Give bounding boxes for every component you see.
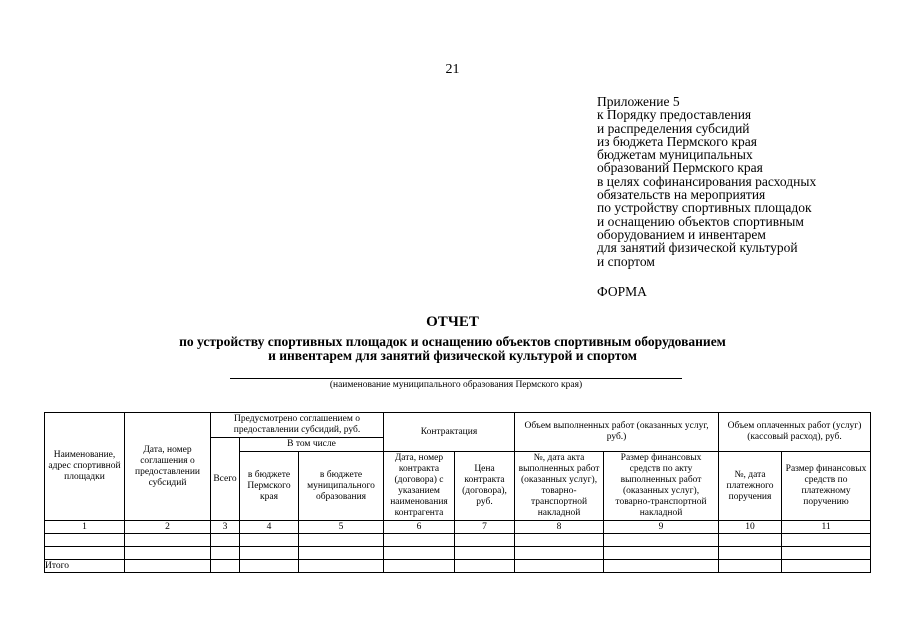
appendix-line: и оснащению объектов спортивным <box>597 213 804 229</box>
group-header-provided: Предусмотрено соглашением о предоставлении субсидий, руб. <box>211 413 384 438</box>
empty-cell <box>719 560 782 573</box>
col-header-act-number: №, дата акта выполненных работ (оказанных услуг), товарно-транспортной накладной <box>515 452 604 521</box>
empty-cell <box>299 547 384 560</box>
column-number: 3 <box>211 521 240 534</box>
appendix-line: обязательств на мероприятия <box>597 187 766 203</box>
empty-cell <box>455 534 515 547</box>
empty-cell <box>384 547 455 560</box>
column-number: 11 <box>782 521 871 534</box>
subtitle-line-1: по устройству спортивных площадок и оснащению объектов спортивным оборудованием <box>179 334 726 349</box>
col-header-agreement: Дата, номер соглашения о предоставлении субсидий <box>125 413 211 521</box>
empty-cell <box>45 547 125 560</box>
empty-cell <box>719 547 782 560</box>
report-title: ОТЧЕТ <box>426 314 479 330</box>
empty-cell <box>45 534 125 547</box>
empty-cell <box>125 547 211 560</box>
col-header-name: Наименование, адрес спортивной площадки <box>45 413 125 521</box>
empty-cell <box>125 534 211 547</box>
form-label: ФОРМА <box>597 284 647 299</box>
appendix-line: по устройству спортивных площадок <box>597 200 812 216</box>
empty-row <box>45 547 871 560</box>
empty-cell <box>515 534 604 547</box>
column-number: 1 <box>45 521 125 534</box>
empty-cell <box>240 534 299 547</box>
column-number: 8 <box>515 521 604 534</box>
municipality-caption: (наименование муниципального образования Пермского края) <box>329 380 583 390</box>
empty-cell <box>125 560 211 573</box>
empty-cell <box>455 547 515 560</box>
empty-cell <box>384 534 455 547</box>
header-row-1 <box>45 413 871 438</box>
subtitle-line-2: и инвентарем для занятий физической культурой и спортом <box>268 348 637 363</box>
total-label: Итого <box>45 560 125 573</box>
column-number: 10 <box>719 521 782 534</box>
column-number: 9 <box>604 521 719 534</box>
empty-cell <box>240 560 299 573</box>
appendix-line: в целях софинансирования расходных <box>597 173 817 189</box>
appendix-line: и распределения субсидий <box>597 120 750 136</box>
column-number: 2 <box>125 521 211 534</box>
appendix-line: бюджетам муниципальных <box>597 147 753 163</box>
empty-cell <box>299 560 384 573</box>
empty-cell <box>211 560 240 573</box>
empty-cell <box>782 547 871 560</box>
municipality-blank-line <box>230 378 682 379</box>
col-header-payment-order: №, дата платежного поручения <box>719 452 782 521</box>
column-number: 7 <box>455 521 515 534</box>
column-number: 4 <box>240 521 299 534</box>
column-number: 6 <box>384 521 455 534</box>
appendix-line: образований Пермского края <box>597 160 763 176</box>
empty-row <box>45 534 871 547</box>
empty-cell <box>455 560 515 573</box>
col-header-payment-amount: Размер финансовых средств по платежному поручению <box>782 452 871 521</box>
empty-cell <box>782 560 871 573</box>
col-header-total: Всего <box>211 438 240 521</box>
empty-cell <box>604 560 719 573</box>
col-header-municipal-budget: в бюджете муниципального образования <box>299 452 384 521</box>
appendix-line: из бюджета Пермского края <box>597 133 757 149</box>
appendix-line: оборудованием и инвентарем <box>597 226 766 242</box>
total-row <box>45 560 871 573</box>
empty-cell <box>604 534 719 547</box>
col-header-contract-date: Дата, номер контракта (договора) с указанием наименования контрагента <box>384 452 455 521</box>
empty-cell <box>782 534 871 547</box>
appendix-block <box>597 95 897 268</box>
column-number: 5 <box>299 521 384 534</box>
group-header-contracting: Контрактация <box>384 413 515 452</box>
empty-cell <box>240 547 299 560</box>
empty-cell <box>515 547 604 560</box>
col-header-act-amount: Размер финансовых средств по акту выполненных работ (оказанных услуг), товарно-транспортной накладной <box>604 452 719 521</box>
group-header-including: В том числе <box>240 438 384 452</box>
empty-cell <box>211 547 240 560</box>
col-header-regional-budget: в бюджете Пермского края <box>240 452 299 521</box>
group-header-completed: Объем выполненных работ (оказанных услуг, руб.) <box>515 413 719 452</box>
appendix-line: для занятий физической культурой <box>597 240 798 256</box>
col-header-contract-price: Цена контракта (договора), руб. <box>455 452 515 521</box>
appendix-line: и спортом <box>597 253 655 269</box>
report-subtitle <box>0 335 905 363</box>
empty-cell <box>515 560 604 573</box>
page-number: 21 <box>445 62 460 77</box>
empty-cell <box>299 534 384 547</box>
empty-cell <box>211 534 240 547</box>
empty-cell <box>384 560 455 573</box>
appendix-line: к Порядку предоставления <box>597 107 752 123</box>
empty-cell <box>604 547 719 560</box>
column-numbers-row <box>45 521 871 534</box>
empty-cell <box>719 534 782 547</box>
report-table <box>44 412 871 573</box>
appendix-line: Приложение 5 <box>597 94 680 109</box>
group-header-paid: Объем оплаченных работ (услуг) (кассовый расход), руб. <box>719 413 871 452</box>
